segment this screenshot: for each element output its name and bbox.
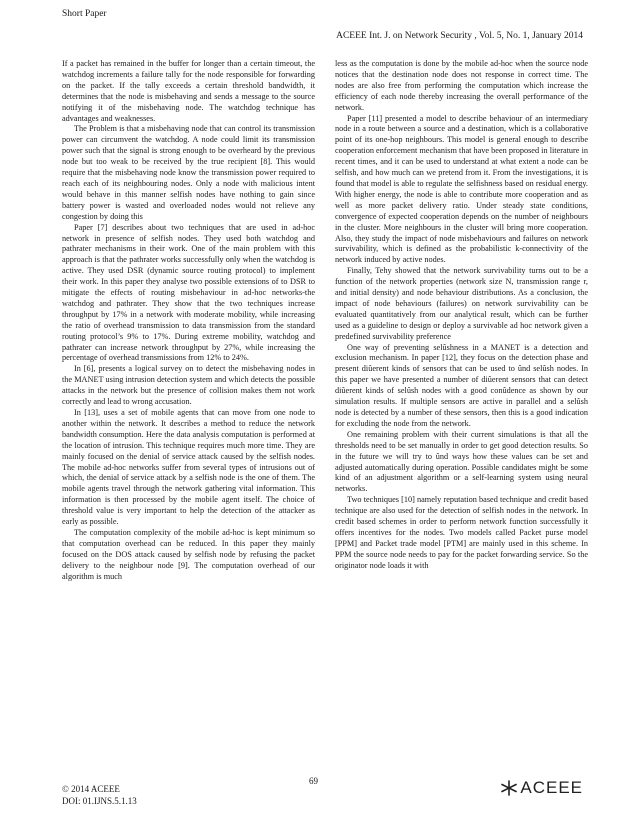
paragraph: Paper [7] describes about two techniques that are used in ad-hoc network in presence of selfish nodes. They used both watchdog and pathrater mechanisms in their work. One of the main problem with this approach is that the pathrater works successfully only when the watchdog is active. They used DSR (dynamic source routing protocol) to implement their work. In this paper they analyse two possible extensions of to DSR to mitigate the effects of routing misbehaviour in ad-hoc networks-the watchdog and pathrater. They show that the two techniques increase throughput by 17% in a network with moderate mobility, while increasing the ratio of overhead transmission to data transmission from the standard routing protocol’s 9% to 17%. During extreme mobility, watchdog and pathrater can increase network throughput by 27%, while increasing the percentage of overhead transmissions from 12% to 24%.: [62, 222, 315, 363]
paragraph: The Problem is that a misbehaving node that can control its transmission power can circumvent the watchdog. A node could limit its transmission power such that the signal is strong enough to be overheard by the previous node but too weak to be received by the true recipient [8]. This would require that the misbehaving node know the transmission power required to reach each of its neighbouring nodes. Only a node with malicious intent would behave in this manner selfish nodes have nothing to gain since battery power is wasted and overloaded nodes would not relieve any congestion by doing this: [62, 124, 315, 221]
footer-info: [62, 783, 137, 807]
logo-text: ACEEE: [520, 778, 583, 797]
right-column: [335, 59, 588, 572]
paragraph: If a packet has remained in the buffer for longer than a certain timeout, the watchdog increments a failure tally for the node responsible for forwarding on the packet. If the tally exceeds a certain threshold bandwidth, it determines that the node is misbehaving and sends a message to the source notifying it of the misbehaving node. The watchdog technique has advantages and weaknesses.: [62, 59, 315, 123]
paragraph: In [6], presents a logical survey on to detect the misbehaving nodes in the MANET using intrusion detection system and which detects the possible attacks in the network but the presence of collision makes them not work correctly and lead to wrong accusation.: [62, 364, 315, 407]
aceee-logo: [500, 778, 583, 798]
paragraph: Paper [11] presented a model to describe behaviour of an intermediary node in a route between a source and a destination, which is a collaborative point of its one-hop neighbours. This model is general enough to describe cooperation enforcement mechanism that have been proposed in literature in recent times, and it can be used to understand at what extent a node can be selfish, and how much can we pretend from it. From the investigations, it is found that model is able to regulate the selfishness based on residual energy. With higher energy, the node is able to contribute more cooperation and as well as more packet delivery ratio. Under steady state conditions, convergence of expected cooperation depends on the number of neighbours in the cluster. More neighbours in the cluster will bring more cooperation. Also, they study the impact of node misbehaviours and failures on network survivability, which is defined as the probabilistic k-connectivity of the network induced by active nodes.: [335, 113, 588, 265]
paragraph: The computation complexity of the mobile ad-hoc is kept minimum so that computation overhead can be reduced. In this paper they mainly focused on the DOS attack caused by selfish node by refusing the packet delivery to the neighbour node [9]. The computation overhead of our algorithm is much: [62, 527, 315, 581]
copyright-notice: © 2014 ACEEE: [62, 784, 120, 794]
paragraph: One remaining problem with their current simulations is that all the thresholds need to be set manually in order to get good detection results. So in the future we will try to ûnd ways how these values can be set and adjusted automatically during operation. Possible candidates might be some kind of an adjustment algorithm or a self-learning system using neural networks.: [335, 429, 588, 494]
paragraph: Finally, Tehy showed that the network survivability turns out to be a function of the network properties (network size N, transmission range r, and initial density) and node behaviour distributions. As a conclusion, the impact of node behaviours (failures) on network survivability can be evaluated quantitatively from our analytical result, which can be further used as a guideline to design or deploy a survivable ad hoc network given a predefined survivability preference: [335, 266, 588, 341]
paragraph: less as the computation is done by the mobile ad-hoc when the source node notices that the destination node does not response in correct time. The nodes are also free from performing the computation which increase the efficiency of each node thereby increasing the overall performance of the network.: [335, 59, 588, 112]
page-number: 69: [309, 776, 318, 786]
left-column: [62, 59, 315, 583]
paragraph: Two techniques [10] namely reputation based technique and credit based technique are also used for the detection of selfish nodes in the network. In credit based schemes in order to perform network function successfully it offers incentives for the nodes. Two models called Packet purse model [PPM] and Packet trade model [PTM] are mainly used in this scheme. In PPM the source node needs to pay for the packet forwarding service. So the originator node loads it with: [335, 495, 588, 570]
paragraph: In [13], uses a set of mobile agents that can move from one node to another within the network. It describes a method to reduce the network bandwidth consumption. Here the data analysis computation is performed at the location of intrusion. This technique requires much more time. They are mainly focused on the denial of service attack caused by the selfish nodes. The mobile ad-hoc networks suffer from several types of intrusions out of which, the denial of service attack by a selfish node is the one of them. The mobile agents travel through the network gathering vital information. This information is then processed by the mobile agent itself. The choice of threshold value is very important to help the detection of the attacker as early as possible.: [62, 408, 315, 527]
running-header-left: Short Paper: [62, 9, 107, 19]
doi: DOI: 01.IJNS.5.1.13: [62, 796, 137, 806]
paragraph: One way of preventing selûshness in a MANET is a detection and exclusion mechanism. In paper [12], they focus on the detection phase and present diûerent kinds of sensors that can be used to ûnd selûsh nodes. In this paper we have presented a number of diûerent sensors that can detect diûerent kinds of selûsh nodes with a good conûdence as shown by our simulation results. If multiple sensors are active in parallel and a selûsh node is detected by a number of these sensors, then this is a good indication for excluding the node from the network.: [335, 342, 588, 428]
running-header-journal: ACEEE Int. J. on Network Security , Vol. 5, No. 1, January 2014: [336, 31, 583, 41]
star-icon: [500, 780, 518, 796]
